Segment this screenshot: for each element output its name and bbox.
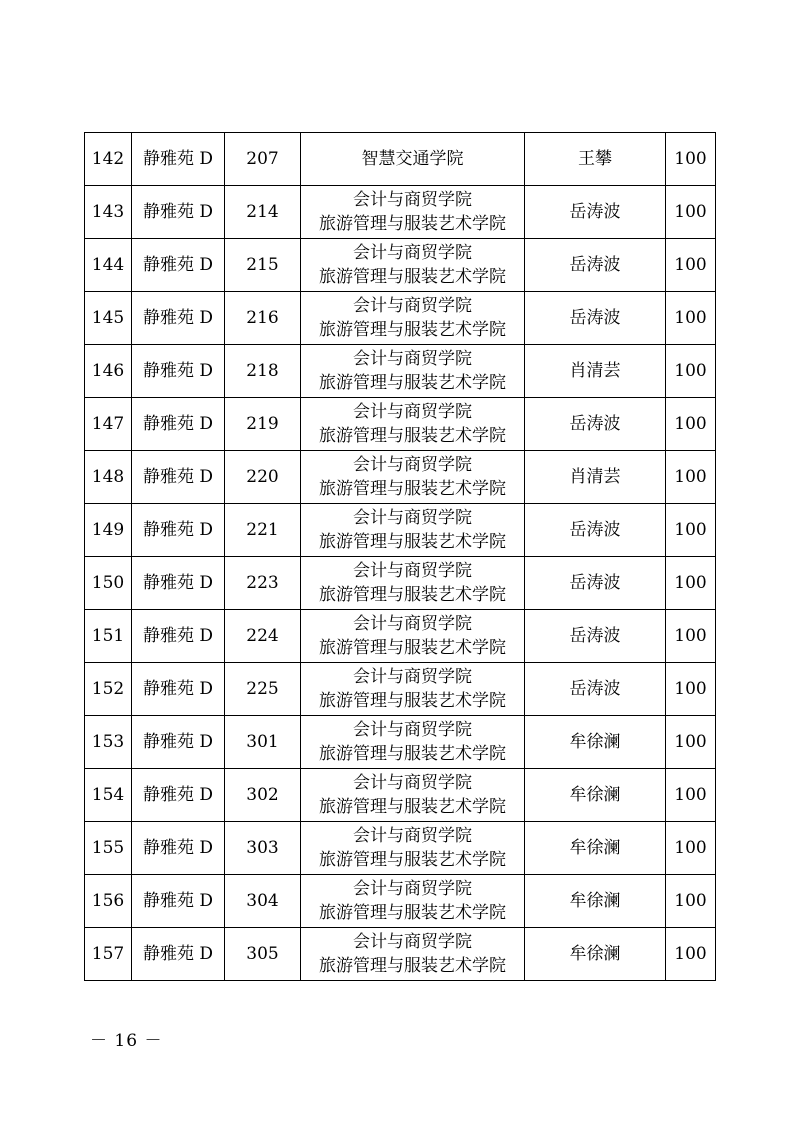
college-name: 旅游管理与服装艺术学院 xyxy=(319,373,506,393)
table-row xyxy=(85,928,716,981)
table-row xyxy=(85,186,716,239)
dormitory-score-table xyxy=(84,132,716,981)
college-name: 旅游管理与服装艺术学院 xyxy=(319,744,506,764)
college-name: 会计与商贸学院 xyxy=(353,402,472,422)
college-name: 会计与商贸学院 xyxy=(353,296,472,316)
person-cell: 牟徐澜 xyxy=(525,822,666,875)
table-row xyxy=(85,875,716,928)
building-cell: 静雅苑 D xyxy=(132,822,225,875)
building-cell: 静雅苑 D xyxy=(132,239,225,292)
college-name: 会计与商贸学院 xyxy=(353,932,472,952)
college-cell xyxy=(301,451,525,504)
score-cell: 100 xyxy=(666,716,716,769)
room-cell: 221 xyxy=(225,504,301,557)
room-cell: 215 xyxy=(225,239,301,292)
college-name: 会计与商贸学院 xyxy=(353,879,472,899)
person-cell: 岳涛波 xyxy=(525,610,666,663)
row-number-cell: 152 xyxy=(85,663,132,716)
college-name: 旅游管理与服装艺术学院 xyxy=(319,585,506,605)
building-cell: 静雅苑 D xyxy=(132,875,225,928)
score-cell: 100 xyxy=(666,292,716,345)
college-name: 会计与商贸学院 xyxy=(353,773,472,793)
college-name: 会计与商贸学院 xyxy=(353,720,472,740)
row-number-cell: 155 xyxy=(85,822,132,875)
college-name: 旅游管理与服装艺术学院 xyxy=(319,532,506,552)
college-name: 旅游管理与服装艺术学院 xyxy=(319,267,506,287)
row-number-cell: 144 xyxy=(85,239,132,292)
college-cell xyxy=(301,239,525,292)
table-row xyxy=(85,557,716,610)
college-name: 会计与商贸学院 xyxy=(353,190,472,210)
person-cell: 肖清芸 xyxy=(525,345,666,398)
person-cell: 牟徐澜 xyxy=(525,769,666,822)
row-number-cell: 143 xyxy=(85,186,132,239)
person-cell: 岳涛波 xyxy=(525,504,666,557)
score-cell: 100 xyxy=(666,663,716,716)
college-name: 智慧交通学院 xyxy=(361,149,464,169)
table-row xyxy=(85,610,716,663)
college-cell xyxy=(301,186,525,239)
college-cell xyxy=(301,928,525,981)
college-name: 旅游管理与服装艺术学院 xyxy=(319,479,506,499)
person-cell: 牟徐澜 xyxy=(525,875,666,928)
building-cell: 静雅苑 D xyxy=(132,504,225,557)
room-cell: 304 xyxy=(225,875,301,928)
college-name: 旅游管理与服装艺术学院 xyxy=(319,638,506,658)
college-name: 会计与商贸学院 xyxy=(353,561,472,581)
person-cell: 岳涛波 xyxy=(525,557,666,610)
college-name: 旅游管理与服装艺术学院 xyxy=(319,214,506,234)
table-row xyxy=(85,769,716,822)
room-cell: 223 xyxy=(225,557,301,610)
person-cell: 岳涛波 xyxy=(525,292,666,345)
person-cell: 岳涛波 xyxy=(525,186,666,239)
college-cell xyxy=(301,345,525,398)
room-cell: 220 xyxy=(225,451,301,504)
score-cell: 100 xyxy=(666,557,716,610)
college-name: 旅游管理与服装艺术学院 xyxy=(319,956,506,976)
score-cell: 100 xyxy=(666,398,716,451)
row-number-cell: 157 xyxy=(85,928,132,981)
college-cell xyxy=(301,663,525,716)
building-cell: 静雅苑 D xyxy=(132,292,225,345)
college-name: 会计与商贸学院 xyxy=(353,349,472,369)
table-row xyxy=(85,716,716,769)
college-cell xyxy=(301,716,525,769)
building-cell: 静雅苑 D xyxy=(132,928,225,981)
table-row xyxy=(85,239,716,292)
college-cell xyxy=(301,292,525,345)
row-number-cell: 146 xyxy=(85,345,132,398)
building-cell: 静雅苑 D xyxy=(132,398,225,451)
person-cell: 牟徐澜 xyxy=(525,928,666,981)
room-cell: 216 xyxy=(225,292,301,345)
table-row xyxy=(85,133,716,186)
score-cell: 100 xyxy=(666,875,716,928)
college-cell xyxy=(301,769,525,822)
building-cell: 静雅苑 D xyxy=(132,769,225,822)
room-cell: 224 xyxy=(225,610,301,663)
room-cell: 303 xyxy=(225,822,301,875)
college-cell xyxy=(301,133,525,186)
building-cell: 静雅苑 D xyxy=(132,133,225,186)
college-name: 旅游管理与服装艺术学院 xyxy=(319,797,506,817)
person-cell: 王攀 xyxy=(525,133,666,186)
college-name: 会计与商贸学院 xyxy=(353,826,472,846)
building-cell: 静雅苑 D xyxy=(132,557,225,610)
score-cell: 100 xyxy=(666,504,716,557)
room-cell: 301 xyxy=(225,716,301,769)
score-cell: 100 xyxy=(666,610,716,663)
row-number-cell: 150 xyxy=(85,557,132,610)
score-cell: 100 xyxy=(666,133,716,186)
page-number: － 16 － xyxy=(90,1031,163,1051)
building-cell: 静雅苑 D xyxy=(132,663,225,716)
person-cell: 岳涛波 xyxy=(525,239,666,292)
building-cell: 静雅苑 D xyxy=(132,451,225,504)
college-name: 会计与商贸学院 xyxy=(353,667,472,687)
score-cell: 100 xyxy=(666,186,716,239)
table-row xyxy=(85,345,716,398)
score-cell: 100 xyxy=(666,822,716,875)
row-number-cell: 148 xyxy=(85,451,132,504)
college-name: 会计与商贸学院 xyxy=(353,243,472,263)
college-cell xyxy=(301,822,525,875)
college-cell xyxy=(301,504,525,557)
row-number-cell: 151 xyxy=(85,610,132,663)
row-number-cell: 154 xyxy=(85,769,132,822)
person-cell: 牟徐澜 xyxy=(525,716,666,769)
score-cell: 100 xyxy=(666,451,716,504)
person-cell: 岳涛波 xyxy=(525,398,666,451)
score-cell: 100 xyxy=(666,769,716,822)
room-cell: 218 xyxy=(225,345,301,398)
table-row xyxy=(85,398,716,451)
row-number-cell: 145 xyxy=(85,292,132,345)
room-cell: 302 xyxy=(225,769,301,822)
room-cell: 214 xyxy=(225,186,301,239)
college-name: 旅游管理与服装艺术学院 xyxy=(319,850,506,870)
person-cell: 岳涛波 xyxy=(525,663,666,716)
college-name: 旅游管理与服装艺术学院 xyxy=(319,903,506,923)
college-cell xyxy=(301,398,525,451)
college-cell xyxy=(301,610,525,663)
table-body xyxy=(85,133,716,981)
table-row xyxy=(85,292,716,345)
college-name: 会计与商贸学院 xyxy=(353,508,472,528)
college-cell xyxy=(301,875,525,928)
room-cell: 219 xyxy=(225,398,301,451)
college-name: 会计与商贸学院 xyxy=(353,455,472,475)
row-number-cell: 156 xyxy=(85,875,132,928)
college-name: 旅游管理与服装艺术学院 xyxy=(319,426,506,446)
building-cell: 静雅苑 D xyxy=(132,345,225,398)
table-row xyxy=(85,663,716,716)
row-number-cell: 142 xyxy=(85,133,132,186)
score-cell: 100 xyxy=(666,239,716,292)
college-name: 旅游管理与服装艺术学院 xyxy=(319,691,506,711)
room-cell: 305 xyxy=(225,928,301,981)
score-cell: 100 xyxy=(666,928,716,981)
score-cell: 100 xyxy=(666,345,716,398)
person-cell: 肖清芸 xyxy=(525,451,666,504)
row-number-cell: 149 xyxy=(85,504,132,557)
table-row xyxy=(85,822,716,875)
row-number-cell: 147 xyxy=(85,398,132,451)
college-name: 旅游管理与服装艺术学院 xyxy=(319,320,506,340)
building-cell: 静雅苑 D xyxy=(132,186,225,239)
room-cell: 207 xyxy=(225,133,301,186)
college-cell xyxy=(301,557,525,610)
college-name: 会计与商贸学院 xyxy=(353,614,472,634)
table-row xyxy=(85,504,716,557)
row-number-cell: 153 xyxy=(85,716,132,769)
building-cell: 静雅苑 D xyxy=(132,610,225,663)
building-cell: 静雅苑 D xyxy=(132,716,225,769)
room-cell: 225 xyxy=(225,663,301,716)
table-row xyxy=(85,451,716,504)
